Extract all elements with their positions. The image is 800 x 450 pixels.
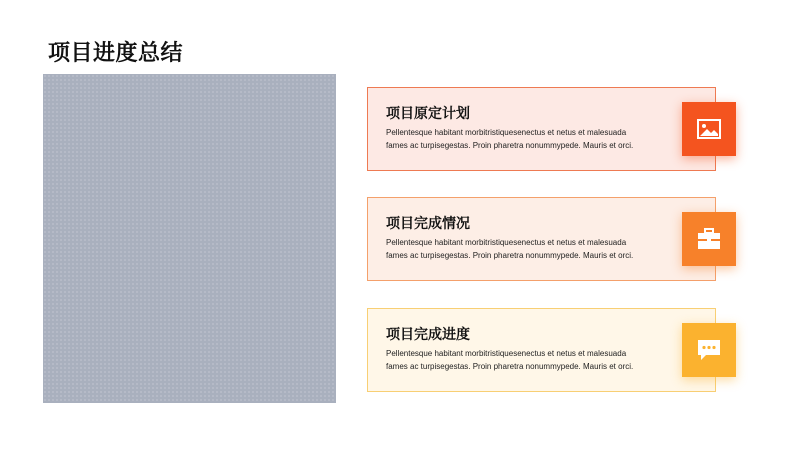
card-title: 项目原定计划 [386,106,470,122]
chat-bubble-icon-tile[interactable] [682,323,736,377]
card-title: 项目完成进度 [386,327,470,343]
card-body-line: fames ac turpisegestas. Proin pharetra nonummypede. Mauris et orci. [386,251,634,260]
card-body [386,236,676,262]
card-body-line: Pellentesque habitant morbitristiquesenectus et netus et malesuada [386,128,627,137]
page-title: 项目进度总结 [48,41,184,66]
card-body-line: Pellentesque habitant morbitristiquesenectus et netus et malesuada [386,238,627,247]
card-title: 项目完成情况 [386,216,470,232]
image-icon-tile[interactable] [682,102,736,156]
image-icon [697,119,721,139]
card-body-line: fames ac turpisegestas. Proin pharetra nonummypede. Mauris et orci. [386,141,634,150]
briefcase-icon-tile[interactable] [682,212,736,266]
card-body [386,347,676,373]
card-completion-progress[interactable] [367,308,716,392]
card-body [386,126,676,152]
card-completion-status[interactable] [367,197,716,281]
card-body-line: fames ac turpisegestas. Proin pharetra nonummypede. Mauris et orci. [386,362,634,371]
card-original-plan[interactable] [367,87,716,171]
image-placeholder[interactable] [43,74,336,403]
chat-bubble-icon [697,339,721,361]
briefcase-icon [697,228,721,250]
card-body-line: Pellentesque habitant morbitristiquesenectus et netus et malesuada [386,349,627,358]
